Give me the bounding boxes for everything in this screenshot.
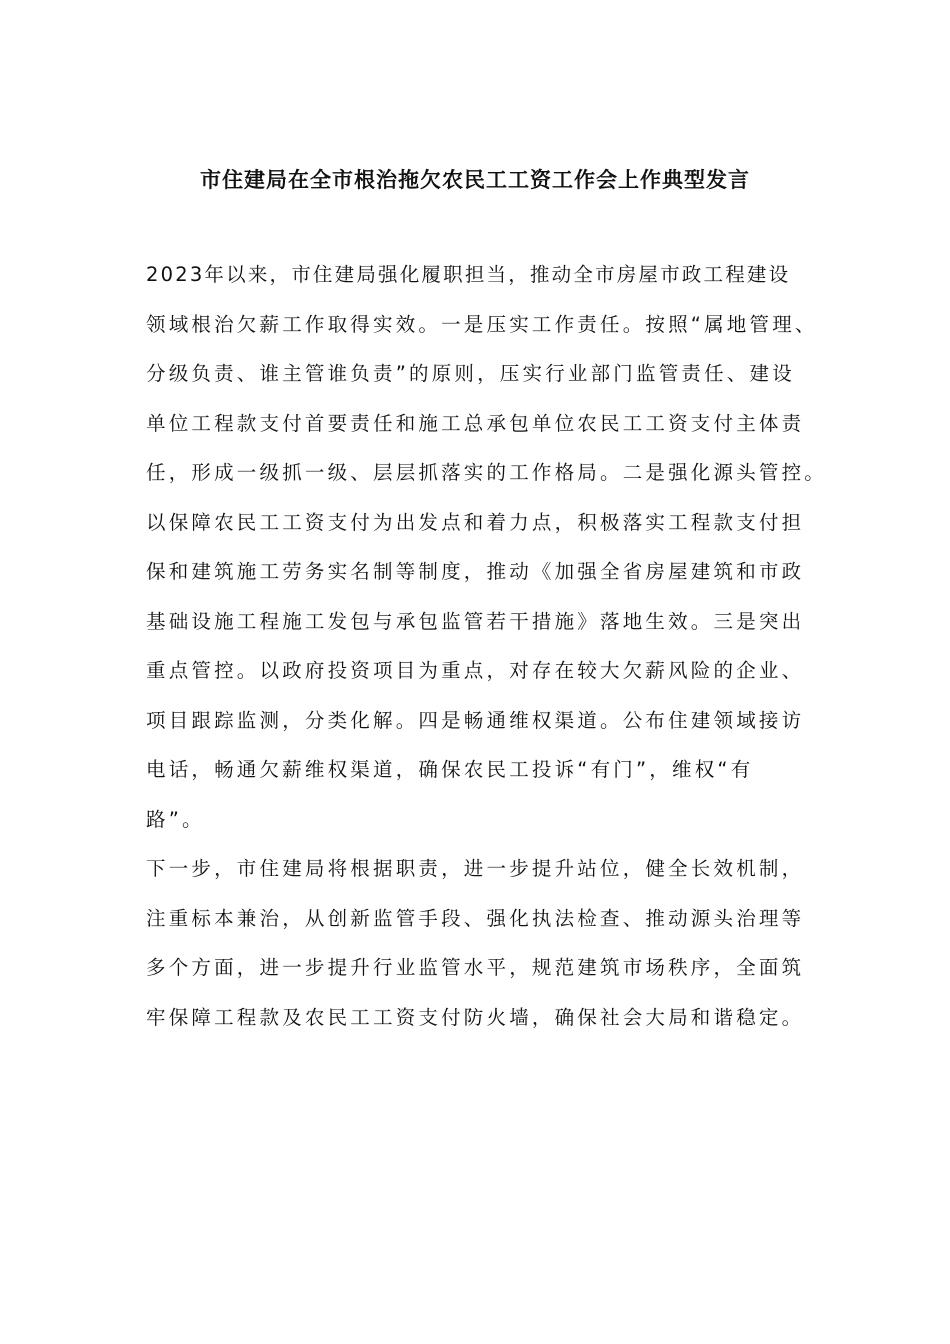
body-line: 单位工程款支付首要责任和施工总承包单位农民工工资支付主体责	[146, 411, 805, 435]
body-line: 任，形成一级抓一级、层层抓落实的工作格局。二是强化源头管控。	[146, 461, 828, 484]
body-line: 下一步，市住建局将根据职责，进一步提升站位，健全长效机制，	[146, 857, 805, 880]
body-line: 多个方面，进一步提升行业监管水平，规范建筑市场秩序，全面筑	[146, 956, 805, 979]
body-line: 电话，畅通欠薪维权渠道，确保农民工投诉“有门”，维权“有	[146, 758, 754, 781]
body-line: 2023年以来，市住建局强化履职担当，推动全市房屋市政工程建设	[146, 263, 791, 286]
document-body	[146, 250, 828, 1042]
body-line: 重点管控。以政府投资项目为重点，对存在较大欠薪风险的企业、	[146, 659, 805, 682]
body-line: 路”。	[146, 807, 205, 831]
body-line: 牢保障工程款及农民工工资支付防火墙，确保社会大局和谐稳定。	[146, 1005, 805, 1029]
body-line: 保和建筑施工劳务实名制等制度，推动《加强全省房屋建筑和市政	[146, 560, 805, 583]
body-line: 注重标本兼治，从创新监管手段、强化执法检查、推动源头治理等	[146, 906, 805, 930]
body-line: 基础设施工程施工发包与承包监管若干措施》落地生效。三是突出	[146, 609, 805, 633]
body-line: 领域根治欠薪工作取得实效。一是压实工作责任。按照“属地管理、	[146, 312, 818, 336]
body-line: 以保障农民工工资支付为出发点和着力点，积极落实工程款支付担	[146, 510, 805, 534]
body-line: 分级负责、谁主管谁负责”的原则，压实行业部门监管责任、建设	[146, 362, 795, 385]
document-title: 市住建局在全市根治拖欠农民工工资工作会上作典型发言	[200, 168, 750, 192]
body-line: 项目跟踪监测，分类化解。四是畅通维权渠道。公布住建领域接访	[146, 708, 805, 732]
